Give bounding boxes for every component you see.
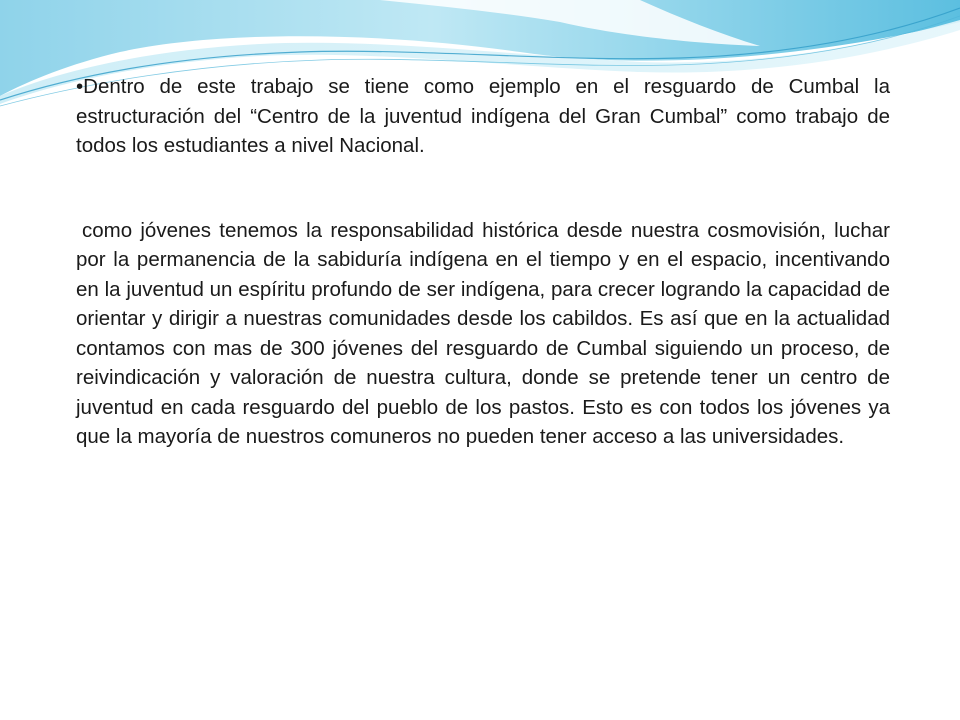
slide-body (76, 72, 890, 452)
paragraph-bullet-intro: •Dentro de este trabajo se tiene como ejemplo en el resguardo de Cumbal la estructuración del “Centro de la juventud indígena del Gran Cumbal” como trabajo de todos los estudiantes a nivel Nacional. (76, 75, 890, 157)
paragraph-youth-responsibility: como jóvenes tenemos la responsabilidad histórica desde nuestra cosmovisión, luchar por la permanencia de la sabiduría indígena en el tiempo y en el espacio, incentivando en la juventud un espíritu profundo de ser indígena, para crecer logrando la capacidad de orientar y dirigir a nuestras comunidades desde los cabildos. Es así que en la actualidad contamos con mas de 300 jóvenes del resguardo de Cumbal siguiendo un proceso, de reivindicación y valoración de nuestra cultura, donde se pretende tener un centro de juventud en cada resguardo del pueblo de los pastos. Esto es con todos los jóvenes ya que la mayoría de nuestros comuneros no pueden tener acceso a las universidades. (76, 218, 890, 448)
